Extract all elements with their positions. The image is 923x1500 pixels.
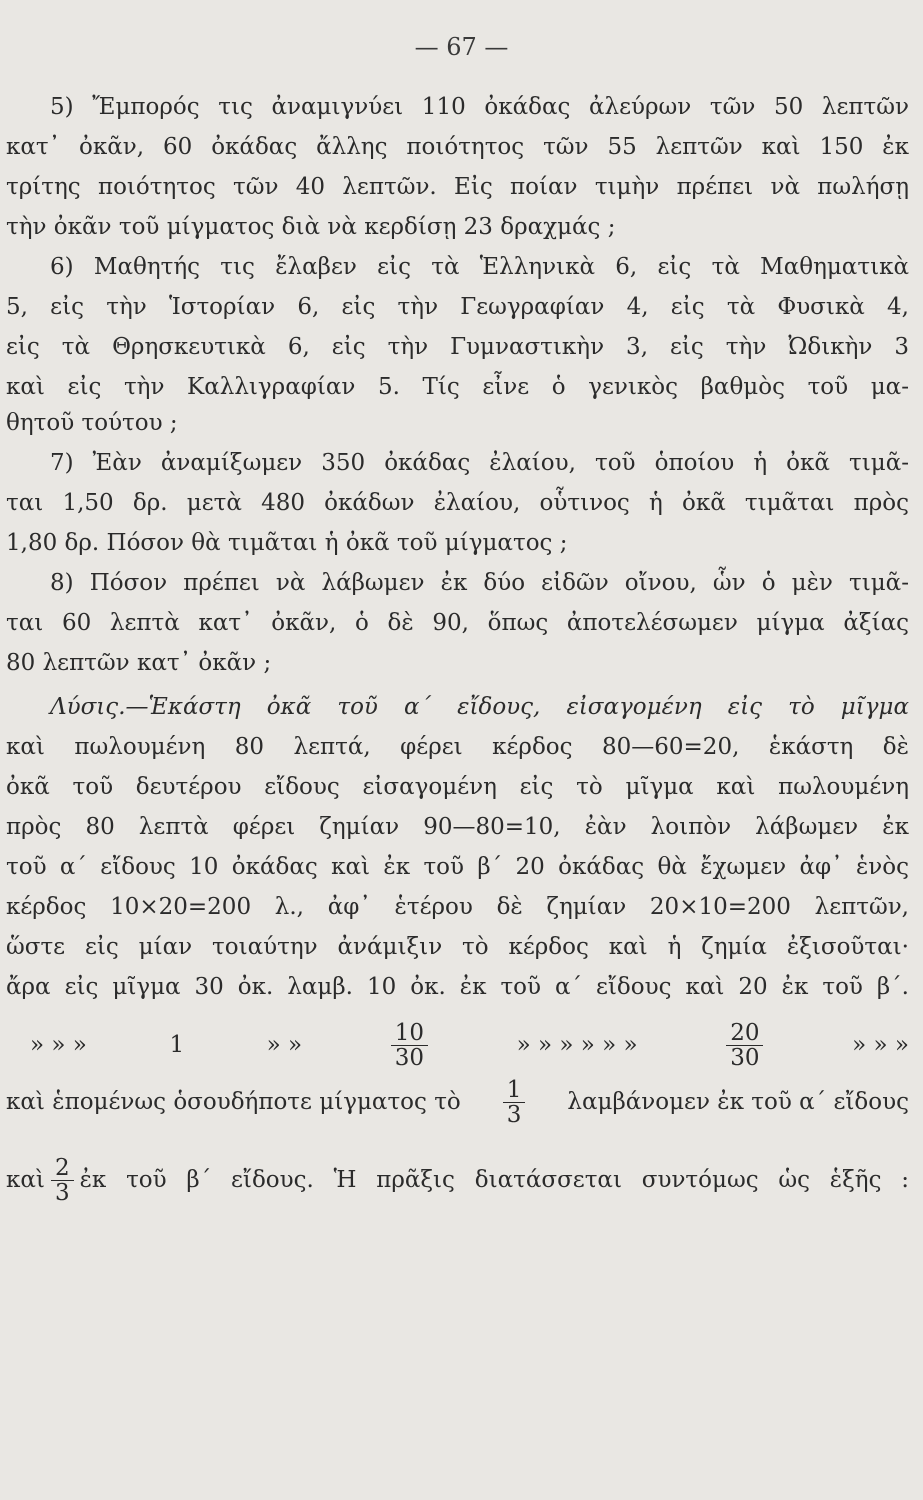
fraction-line-a-text-end: λαμβάνομεν ἐκ τοῦ α΄ εἴδους	[567, 1089, 909, 1115]
fraction-denominator: 3	[54, 1179, 70, 1206]
problem-8-line-1: 8) Πόσον πρέπει νὰ λάβωμεν ἐκ δύο εἰδῶν οἴνου, ὧν ὁ μὲν τιμᾶ-	[50, 570, 909, 596]
fraction-numerator: 20	[726, 1021, 763, 1046]
problem-7-line-1: 7) Ἐὰν ἀναμίξωμεν 350 ὀκάδας ἐλαίου, τοῦ ὁποίου ἡ ὀκᾶ τιμᾶ-	[50, 450, 909, 476]
problem-5-line-1: 5) Ἔμπορός τις ἀναμιγνύει 110 ὀκάδας ἀλεύρων τῶν 50 λεπτῶν	[50, 94, 909, 120]
problem-6-line-5: θητοῦ τούτου ;	[6, 410, 178, 436]
fraction-denominator: 30	[730, 1044, 760, 1071]
solution-line-5: τοῦ α΄ εἴδους 10 ὀκάδας καὶ ἐκ τοῦ β΄ 20 ὀκάδας θὰ ἔχωμεν ἀφ᾿ ἑνὸς	[6, 854, 909, 880]
fraction-line-b-text-end: ἐκ τοῦ β΄ εἴδους. Ἡ πρᾶξις διατάσσεται συντόμως ὡς ἑξῆς :	[79, 1167, 909, 1193]
problem-6-line-4: καὶ εἰς τὴν Καλλιγραφίαν 5. Τίς εἶνε ὁ γενικὸς βαθμὸς τοῦ μα-	[6, 374, 909, 400]
problem-7-line-3: 1,80 δρ. Πόσον θὰ τιμᾶται ἡ ὀκᾶ τοῦ μίγματος ;	[6, 530, 568, 556]
fraction-line-a-text: καὶ ἑπομένως ὁσουδήποτε μίγματος τὸ	[6, 1089, 461, 1115]
ditto-fraction-row	[0, 1010, 923, 1080]
fraction-line-b	[0, 1150, 923, 1210]
page-number: — 67 —	[414, 33, 509, 61]
problem-5-line-4: τὴν ὀκᾶν τοῦ μίγματος διὰ νὰ κερδίσῃ 23 δραχμάς ;	[6, 214, 616, 240]
fraction-line-b-text: καὶ	[6, 1167, 45, 1193]
fraction-denominator: 30	[394, 1044, 425, 1071]
problem-6-line-2: 5, εἰς τὴν Ἱστορίαν 6, εἰς τὴν Γεωγραφίαν 4, εἰς τὰ Φυσικὰ 4,	[6, 294, 909, 320]
solution-line-8: ἄρα εἰς μῖγμα 30 ὀκ. λαμβ. 10 ὀκ. ἐκ τοῦ α΄ εἴδους καὶ 20 ἐκ τοῦ β΄.	[6, 974, 909, 1000]
problem-5-line-2: κατ᾿ ὀκᾶν, 60 ὀκάδας ἄλλης ποιότητος τῶν 55 λεπτῶν καὶ 150 ἐκ	[6, 134, 909, 160]
solution-line-1	[0, 692, 923, 722]
fraction-10-30	[391, 1021, 428, 1070]
problem-8-line-2: ται 60 λεπτὰ κατ᾿ ὀκᾶν, ὁ δὲ 90, ὅπως ἀποτελέσωμεν μίγμα ἀξίας	[6, 610, 909, 636]
solution-line-2: καὶ πωλουμένη 80 λεπτά, φέρει κέρδος 80—60=20, ἑκάστη δὲ	[6, 734, 909, 760]
solution-line-4: πρὸς 80 λεπτὰ φέρει ζημίαν 90—80=10, ἐὰν λοιπὸν λάβωμεν ἐκ	[6, 814, 909, 840]
fraction-numerator: 2	[51, 1156, 74, 1181]
ditto-marks-left: » » »	[30, 1032, 87, 1058]
ditto-marks-mid2: » » » » » »	[516, 1032, 638, 1058]
fraction-denominator: 3	[506, 1101, 522, 1128]
ditto-one: 1	[169, 1032, 185, 1058]
ditto-marks-right: » » »	[852, 1032, 909, 1058]
problem-6-line-1: 6) Μαθητής τις ἔλαβεν εἰς τὰ Ἑλληνικὰ 6, εἰς τὰ Μαθηματικὰ	[50, 254, 909, 280]
solution-label: Λύσις.—	[50, 694, 149, 720]
solution-line-3: ὀκᾶ τοῦ δευτέρου εἴδους εἰσαγομένη εἰς τὸ μῖγμα καὶ πωλουμένη	[6, 774, 909, 800]
solution-line-6: κέρδος 10×20=200 λ., ἀφ᾿ ἑτέρου δὲ ζημίαν 20×10=200 λεπτῶν,	[6, 894, 909, 920]
problem-7-line-2: ται 1,50 δρ. μετὰ 480 ὀκάδων ἐλαίου, οὗτινος ἡ ὀκᾶ τιμᾶται πρὸς	[6, 490, 909, 516]
solution-line-7: ὥστε εἰς μίαν τοιαύτην ἀνάμιξιν τὸ κέρδος καὶ ἡ ζημία ἐξισοῦται·	[6, 934, 909, 960]
solution-text: Ἑκάστη ὀκᾶ τοῦ α΄ εἴδους, εἰσαγομένη εἰς τὸ μῖγμα	[148, 694, 909, 720]
ditto-marks-mid1: » »	[266, 1032, 303, 1058]
fraction-two-thirds	[51, 1156, 74, 1205]
fraction-20-30	[726, 1021, 763, 1070]
fraction-numerator: 1	[503, 1078, 526, 1103]
fraction-line-a	[0, 1072, 923, 1132]
problem-5-line-3: τρίτης ποιότητος τῶν 40 λεπτῶν. Εἰς ποίαν τιμὴν πρέπει νὰ πωλήσῃ	[6, 174, 909, 200]
problem-6-line-3: εἰς τὰ Θρησκευτικὰ 6, εἰς τὴν Γυμναστικὴν 3, εἰς τὴν Ὠδικὴν 3	[6, 334, 909, 360]
problem-8-line-3: 80 λεπτῶν κατ᾿ ὀκᾶν ;	[6, 650, 272, 676]
fraction-numerator: 10	[391, 1021, 428, 1046]
fraction-one-third	[503, 1078, 526, 1127]
